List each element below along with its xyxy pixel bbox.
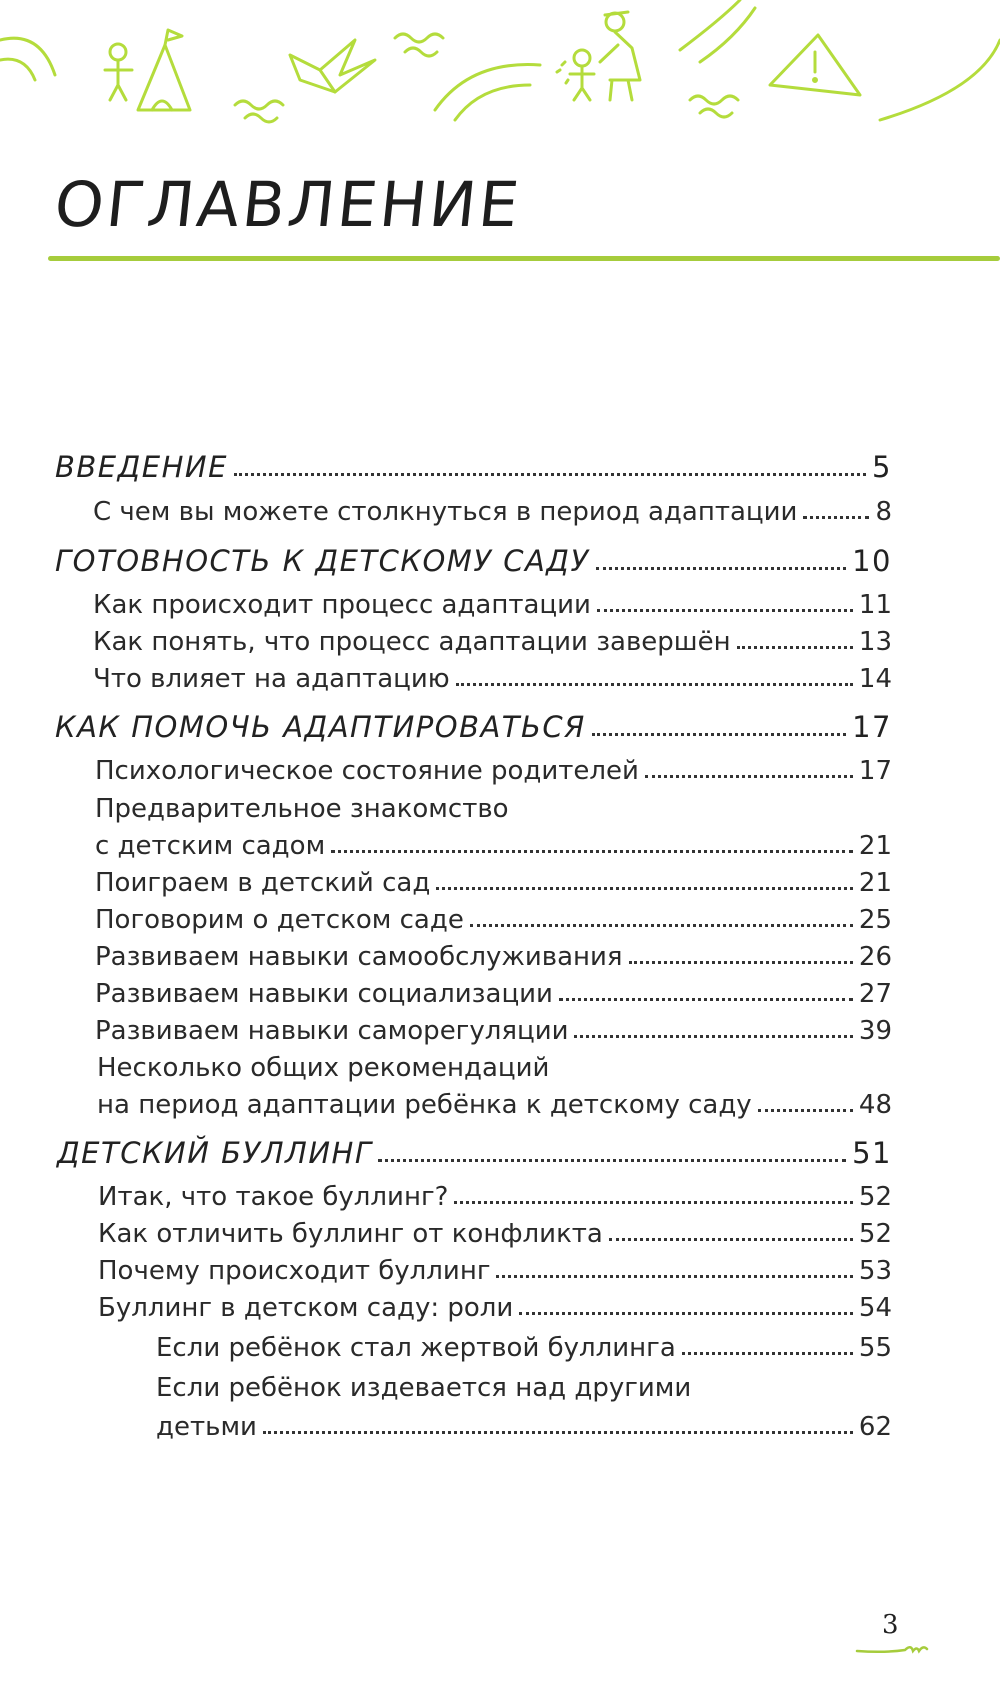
toc-page-number: 5: [872, 450, 892, 484]
dot-leader: [263, 1431, 853, 1434]
dot-leader: [574, 1035, 852, 1038]
toc-entry-section[interactable]: [55, 544, 892, 578]
toc-entry-section[interactable]: [55, 710, 892, 744]
dot-leader: [496, 1275, 852, 1278]
toc-entry[interactable]: [156, 1412, 892, 1442]
swash-doodle: [855, 1641, 935, 1657]
toc-entry-label: на период адаптации ребёнка к детскому саду: [97, 1090, 752, 1120]
toc-entry-section[interactable]: [55, 450, 892, 484]
toc-entry-section[interactable]: [57, 1136, 892, 1170]
toc-page-number: 27: [858, 979, 892, 1009]
toc-entry[interactable]: [95, 756, 892, 786]
toc-entry-label-line1: Предварительное знакомство: [95, 794, 509, 824]
toc-page-number: 54: [858, 1293, 892, 1323]
page-title: ОГЛАВЛЕНИЕ: [51, 168, 525, 241]
toc-entry[interactable]: [93, 627, 892, 657]
toc-entry-label: Как понять, что процесс адаптации завершён: [93, 627, 731, 657]
toc-page-number: 39: [858, 1016, 892, 1046]
toc-entry-label: Поговорим о детском саде: [95, 905, 464, 935]
toc-page-number: 17: [858, 756, 892, 786]
toc-entry[interactable]: [93, 497, 892, 527]
toc-entry-label-line1: Несколько общих рекомендаций: [97, 1053, 550, 1083]
toc-page-number: 55: [858, 1333, 892, 1363]
toc-entry[interactable]: [98, 1182, 892, 1212]
dot-leader: [609, 1238, 853, 1241]
toc-entry[interactable]: [98, 1256, 892, 1286]
toc-page-number: 52: [858, 1219, 892, 1249]
toc-entry[interactable]: [98, 1219, 892, 1249]
toc-page-number: 14: [858, 664, 892, 694]
toc-entry-label: Буллинг в детском саду: роли: [98, 1293, 514, 1323]
toc-section-label: ВВЕДЕНИЕ: [55, 450, 228, 484]
toc-entry[interactable]: [95, 1016, 892, 1046]
toc-page-number: 10: [852, 544, 892, 578]
dot-leader: [454, 1201, 853, 1204]
toc-entry-label: Развиваем навыки социализации: [95, 979, 553, 1009]
toc-entry[interactable]: [97, 1090, 892, 1120]
dot-leader: [803, 516, 869, 519]
toc-page-number: 48: [858, 1090, 892, 1120]
toc-entry-label: Развиваем навыки самообслуживания: [95, 942, 623, 972]
toc-entry[interactable]: [93, 590, 892, 620]
toc-page-number: 26: [858, 942, 892, 972]
dot-leader: [596, 567, 846, 570]
toc-entry-label: Почему происходит буллинг: [98, 1256, 491, 1286]
toc-page-number: 62: [858, 1412, 892, 1442]
toc-entry-label: с детским садом: [95, 831, 326, 861]
dot-leader: [519, 1312, 853, 1315]
toc-entry[interactable]: [156, 1333, 892, 1363]
toc-page-number: 21: [858, 868, 892, 898]
toc-page-number: 51: [852, 1136, 892, 1170]
toc-entry[interactable]: [95, 979, 892, 1009]
dot-leader: [559, 998, 853, 1001]
dot-leader: [592, 733, 846, 736]
toc-entry[interactable]: [93, 664, 892, 694]
toc-entry[interactable]: [95, 831, 892, 861]
toc-entry[interactable]: [95, 942, 892, 972]
toc-section-label: ДЕТСКИЙ БУЛЛИНГ: [57, 1136, 373, 1170]
dot-leader: [470, 924, 853, 927]
dot-leader: [436, 887, 853, 890]
toc-entry-label: С чем вы можете столкнуться в период адаптации: [93, 497, 798, 527]
dot-leader: [331, 850, 853, 853]
toc-entry-label: Как происходит процесс адаптации: [93, 590, 591, 620]
dot-leader: [758, 1109, 853, 1112]
toc-entry-label: Как отличить буллинг от конфликта: [98, 1219, 603, 1249]
toc-page-number: 52: [858, 1182, 892, 1212]
toc-entry-label: Если ребёнок стал жертвой буллинга: [156, 1333, 676, 1363]
toc-entry[interactable]: [95, 868, 892, 898]
dot-leader: [456, 683, 853, 686]
toc-entry-label: детьми: [156, 1412, 257, 1442]
toc-section-label: ГОТОВНОСТЬ К ДЕТСКОМУ САДУ: [55, 544, 590, 578]
dot-leader: [737, 646, 853, 649]
toc-entry-label: Что влияет на адаптацию: [93, 664, 450, 694]
dot-leader: [234, 473, 866, 476]
toc-section-label: КАК ПОМОЧЬ АДАПТИРОВАТЬСЯ: [55, 710, 586, 744]
toc-entry-label: Поиграем в детский сад: [95, 868, 431, 898]
dot-leader: [645, 775, 853, 778]
toc-page-number: 11: [858, 590, 892, 620]
toc-entry[interactable]: [98, 1293, 892, 1323]
dot-leader: [378, 1159, 846, 1162]
toc-page-number: 17: [852, 710, 892, 744]
toc-entry-label: Итак, что такое буллинг?: [98, 1182, 449, 1212]
dot-leader: [682, 1352, 853, 1355]
toc-entry[interactable]: [95, 905, 892, 935]
toc-entry-label: Психологическое состояние родителей: [95, 756, 639, 786]
dot-leader: [629, 961, 853, 964]
toc-entry-label-line1: Если ребёнок издевается над другими: [156, 1373, 692, 1403]
toc-page-number: 21: [858, 831, 892, 861]
toc-page-number: 25: [858, 905, 892, 935]
toc-page-number: 53: [858, 1256, 892, 1286]
dot-leader: [597, 609, 853, 612]
toc-page-number: 8: [875, 497, 892, 527]
page-number: 3: [882, 1610, 899, 1640]
toc-entry-label: Развиваем навыки саморегуляции: [95, 1016, 569, 1046]
toc-page-number: 13: [858, 627, 892, 657]
